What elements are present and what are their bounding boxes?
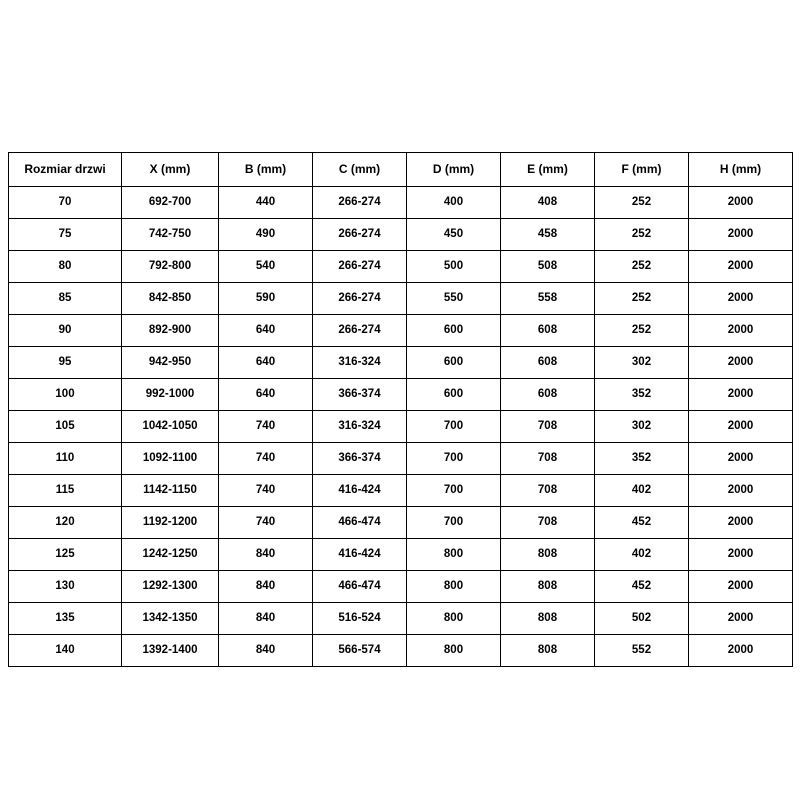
cell-e: 608	[501, 315, 595, 347]
table-row	[9, 251, 793, 283]
column-header-e: E (mm)	[501, 153, 595, 187]
cell-b: 740	[219, 411, 313, 443]
cell-b: 840	[219, 571, 313, 603]
cell-d: 550	[407, 283, 501, 315]
cell-d: 400	[407, 187, 501, 219]
cell-x: 1092-1100	[122, 443, 219, 475]
cell-d: 450	[407, 219, 501, 251]
cell-f: 302	[595, 347, 689, 379]
cell-f: 402	[595, 475, 689, 507]
cell-f: 252	[595, 283, 689, 315]
table-row	[9, 475, 793, 507]
cell-x: 1242-1250	[122, 539, 219, 571]
cell-size: 135	[9, 603, 122, 635]
cell-h: 2000	[689, 507, 793, 539]
cell-x: 1292-1300	[122, 571, 219, 603]
cell-size: 85	[9, 283, 122, 315]
cell-x: 842-850	[122, 283, 219, 315]
cell-h: 2000	[689, 379, 793, 411]
cell-b: 840	[219, 603, 313, 635]
column-header-rozmiar-drzwi: Rozmiar drzwi	[9, 153, 122, 187]
cell-h: 2000	[689, 347, 793, 379]
column-header-b: B (mm)	[219, 153, 313, 187]
cell-b: 490	[219, 219, 313, 251]
table-body	[9, 187, 793, 667]
cell-x: 892-900	[122, 315, 219, 347]
cell-b: 640	[219, 347, 313, 379]
column-header-c: C (mm)	[313, 153, 407, 187]
cell-x: 1142-1150	[122, 475, 219, 507]
cell-e: 408	[501, 187, 595, 219]
cell-f: 352	[595, 443, 689, 475]
cell-b: 640	[219, 315, 313, 347]
cell-x: 1192-1200	[122, 507, 219, 539]
cell-b: 590	[219, 283, 313, 315]
cell-c: 466-474	[313, 571, 407, 603]
table-row	[9, 315, 793, 347]
cell-d: 600	[407, 315, 501, 347]
cell-size: 100	[9, 379, 122, 411]
cell-f: 252	[595, 187, 689, 219]
cell-b: 540	[219, 251, 313, 283]
cell-c: 566-574	[313, 635, 407, 667]
cell-d: 800	[407, 539, 501, 571]
table-row	[9, 283, 793, 315]
cell-f: 252	[595, 315, 689, 347]
cell-size: 130	[9, 571, 122, 603]
cell-h: 2000	[689, 443, 793, 475]
cell-x: 692-700	[122, 187, 219, 219]
cell-c: 416-424	[313, 539, 407, 571]
column-header-f: F (mm)	[595, 153, 689, 187]
cell-size: 120	[9, 507, 122, 539]
cell-c: 416-424	[313, 475, 407, 507]
cell-h: 2000	[689, 187, 793, 219]
cell-b: 740	[219, 443, 313, 475]
cell-h: 2000	[689, 571, 793, 603]
cell-x: 942-950	[122, 347, 219, 379]
cell-size: 80	[9, 251, 122, 283]
cell-c: 266-274	[313, 187, 407, 219]
cell-d: 700	[407, 443, 501, 475]
cell-h: 2000	[689, 411, 793, 443]
cell-b: 740	[219, 475, 313, 507]
cell-h: 2000	[689, 251, 793, 283]
cell-e: 708	[501, 507, 595, 539]
cell-e: 808	[501, 539, 595, 571]
cell-d: 700	[407, 475, 501, 507]
cell-f: 452	[595, 507, 689, 539]
cell-x: 992-1000	[122, 379, 219, 411]
cell-size: 95	[9, 347, 122, 379]
cell-e: 608	[501, 379, 595, 411]
cell-h: 2000	[689, 539, 793, 571]
cell-e: 558	[501, 283, 595, 315]
table-row	[9, 219, 793, 251]
table-row	[9, 411, 793, 443]
table-row	[9, 443, 793, 475]
cell-f: 352	[595, 379, 689, 411]
table-row	[9, 507, 793, 539]
cell-e: 808	[501, 603, 595, 635]
table-row	[9, 187, 793, 219]
table-header-row	[9, 153, 793, 187]
cell-d: 800	[407, 603, 501, 635]
cell-b: 440	[219, 187, 313, 219]
cell-h: 2000	[689, 219, 793, 251]
cell-f: 252	[595, 219, 689, 251]
cell-b: 740	[219, 507, 313, 539]
cell-size: 70	[9, 187, 122, 219]
cell-size: 90	[9, 315, 122, 347]
cell-d: 600	[407, 347, 501, 379]
cell-c: 266-274	[313, 283, 407, 315]
cell-c: 366-374	[313, 443, 407, 475]
cell-x: 1042-1050	[122, 411, 219, 443]
cell-f: 402	[595, 539, 689, 571]
cell-f: 452	[595, 571, 689, 603]
cell-f: 502	[595, 603, 689, 635]
cell-h: 2000	[689, 315, 793, 347]
cell-x: 1342-1350	[122, 603, 219, 635]
cell-d: 700	[407, 411, 501, 443]
door-size-table	[8, 152, 793, 667]
cell-f: 552	[595, 635, 689, 667]
cell-b: 840	[219, 635, 313, 667]
cell-b: 840	[219, 539, 313, 571]
cell-c: 516-524	[313, 603, 407, 635]
cell-c: 366-374	[313, 379, 407, 411]
cell-e: 808	[501, 635, 595, 667]
cell-x: 792-800	[122, 251, 219, 283]
cell-x: 742-750	[122, 219, 219, 251]
size-table-container	[8, 152, 792, 667]
cell-c: 316-324	[313, 347, 407, 379]
cell-h: 2000	[689, 283, 793, 315]
cell-d: 800	[407, 571, 501, 603]
column-header-x: X (mm)	[122, 153, 219, 187]
column-header-d: D (mm)	[407, 153, 501, 187]
cell-b: 640	[219, 379, 313, 411]
cell-e: 608	[501, 347, 595, 379]
cell-f: 252	[595, 251, 689, 283]
table-row	[9, 379, 793, 411]
cell-c: 266-274	[313, 315, 407, 347]
cell-d: 800	[407, 635, 501, 667]
cell-e: 808	[501, 571, 595, 603]
cell-c: 316-324	[313, 411, 407, 443]
table-row	[9, 635, 793, 667]
cell-d: 500	[407, 251, 501, 283]
column-header-h: H (mm)	[689, 153, 793, 187]
cell-size: 75	[9, 219, 122, 251]
cell-e: 708	[501, 475, 595, 507]
cell-h: 2000	[689, 475, 793, 507]
table-row	[9, 539, 793, 571]
cell-x: 1392-1400	[122, 635, 219, 667]
cell-size: 125	[9, 539, 122, 571]
cell-e: 508	[501, 251, 595, 283]
cell-d: 700	[407, 507, 501, 539]
cell-size: 115	[9, 475, 122, 507]
cell-e: 458	[501, 219, 595, 251]
table-row	[9, 603, 793, 635]
cell-h: 2000	[689, 603, 793, 635]
cell-f: 302	[595, 411, 689, 443]
table-header	[9, 153, 793, 187]
cell-c: 266-274	[313, 219, 407, 251]
table-row	[9, 571, 793, 603]
cell-c: 466-474	[313, 507, 407, 539]
cell-d: 600	[407, 379, 501, 411]
cell-e: 708	[501, 443, 595, 475]
cell-size: 140	[9, 635, 122, 667]
cell-c: 266-274	[313, 251, 407, 283]
table-row	[9, 347, 793, 379]
cell-h: 2000	[689, 635, 793, 667]
cell-size: 105	[9, 411, 122, 443]
cell-e: 708	[501, 411, 595, 443]
cell-size: 110	[9, 443, 122, 475]
